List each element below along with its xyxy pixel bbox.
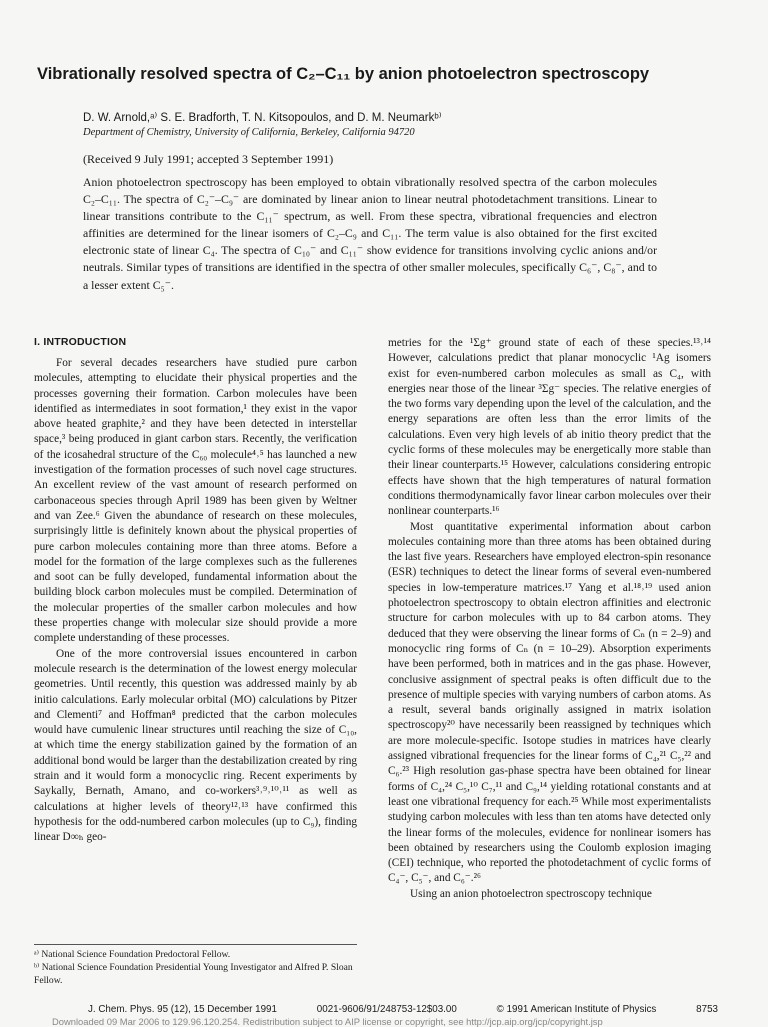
left-column [34,336,357,846]
download-notice: Downloaded 09 Mar 2006 to 129.96.120.254. Redistribution subject to AIP license or copyright, see http://jcp.aip.org/jcp/copyright.jsp [52,1016,603,1027]
page-number: 8753 [696,1004,718,1015]
author-list: D. W. Arnold,ᵃ⁾ S. E. Bradforth, T. N. Kitsopoulos, and D. M. Neumarkᵇ⁾ [83,112,442,124]
body-paragraph: For several decades researchers have studied pure carbon molecules, attempting to elucidate their physical properties and the processes governing their formation. Carbon molecules have been identified as intermediates in soot formation,¹ they exist in the vapor above heated graphite,² and they have been detected in interstellar space,³ being produced in giant carbon stars. Recently, the verification of the icosahedral structure of the C₆₀ molecule⁴˒⁵ has launched a new investigation of the formation processes of such novel cage structures. An excellent review of the vast amount of research performed on carbonaceous species through April 1989 has been given by Weltner and van Zee.⁶ Given the abundance of research on these molecules, surprisingly little is definitely known about the physical properties of pure carbon molecules containing more than three atoms. Before a model for the formation of the large complexes such as the fullerenes and soot can be fully developed, fundamental information about the building block carbon molecules must be compiled. Determination of the molecular properties of the smaller carbon molecules and how these properties change with molecular size should provide a more complete understanding of these processes. [34,357,357,645]
journal-citation: J. Chem. Phys. 95 (12), 15 December 1991 [88,1004,277,1015]
received-dates: (Received 9 July 1991; accepted 3 September 1991) [83,152,334,166]
body-paragraph: Most quantitative experimental information about carbon molecules containing more than three atoms has been obtained during the last five years. Researchers have employed electron-spin resonance (ESR) techniques to detect the linear forms of several even-numbered species in low-temperature matrices.¹⁷ Yang et al.¹⁸˒¹⁹ used anion photoelectron spectroscopy to obtain electron affinities and electronic structure for carbon molecules with up to 84 carbon atoms. They deduced that they were observing the linear forms of Cₙ (n = 2–9) and monocyclic ring forms of Cₙ (n = 10–29). Absorption experiments have been performed, both in matrices and in the gas phase. However, conclusive assignment of spectral peaks is often difficult due to the presence of multiple species with varying numbers of carbon atoms. As a result, several bands originally assigned in matrix isolation spectroscopy²⁰ have necessarily been reassigned by techniques which are more molecule-specific. Isotope studies in matrices have clearly assigned vibrational frequencies for the linear forms of C₄,²¹ C₅,²² and C₆.²³ High resolution gas-phase spectra have been obtained for linear forms of C₄,²⁴ C₅,¹⁰ C₇,¹¹ and C₉,¹⁴ yielding rotational constants and at least one vibrational frequency for each.²⁵ While most experimentalists studying carbon molecules with less than ten atoms have detected only the linear forms of the molecules, evidence for nonlinear isomers has been obtained by researchers using the Coulomb explosion imaging (CEI) technique, who reported the photodetachment of cyclic forms of C₄⁻, C₅⁻, and C₆⁻.²⁶ [388,520,711,885]
footnote: ᵇ⁾ National Science Foundation Presidential Young Investigator and Alfred P. Sloan Fellow. [34,962,353,986]
footnotes [34,944,357,987]
right-column [388,336,711,902]
abstract: Anion photoelectron spectroscopy has been employed to obtain vibrationally resolved spectra of the carbon molecules C₂–C₁₁. The spectra of C₂⁻–C₉⁻ are dominated by linear anion to linear neutral photodetachment transitions. Linear to linear transitions contribute to the C₁₁⁻ spectrum, as well. From these spectra, vibrational frequencies and electron affinities are determined for the linear isomers of C₂–C₉ and C₁₁. The term value is also obtained for the first excited electronic state of linear C₄. The spectra of C₁₀⁻ and C₁₁⁻ show evidence for transitions involving cyclic anions and/or neutrals. Similar types of transitions are identified in the spectra of other smaller molecules, specifically C₆⁻, C₈⁻, and to a lesser extent C₅⁻. [83,175,657,292]
article-title: Vibrationally resolved spectra of C₂–C₁₁ by anion photoelectron spectroscopy [37,65,650,83]
page-footer [88,1004,718,1015]
body-paragraph: metries for the ¹Σg⁺ ground state of each of these species.¹³˒¹⁴ However, calculations predict that planar monocyclic ¹Ag isomers exist for even-numbered carbon molecules as small as C₄, with energies near those of the linear ³Σg⁻ species. The relative energies of the two forms vary depending upon the level of the calculation, and the energy separations are often less than the error limits of the calculations. Even very high levels of ab initio theory predict that the cyclic forms of these molecules may be energetically more stable than their linear counterparts.¹⁵ However, calculations considering entropic effects have shown that the high temperatures of natural formation conditions thermodynamically favor linear carbon molecules over their nonlinear counterparts.¹⁶ [388,337,711,518]
affiliation: Department of Chemistry, University of California, Berkeley, California 94720 [83,127,415,138]
body-paragraph: One of the more controversial issues encountered in carbon molecule research is the determination of the lowest energy molecular geometries. Until recently, this question was addressed mainly by ab initio calculations. Early molecular orbital (MO) calculations by Pitzer and Clementi⁷ and Hoffman⁸ predicted that the carbon molecules would have cumulenic linear structures until reaching the size of C₁₀, at which time the energy stabilization gained by the formation of an additional bond would be larger than the destabilization created by ring strain and it would form a monocyclic ring. Recent experiments by Saykally, Bernath, Amano, and co-workers³˒⁹˒¹⁰˒¹¹ as well as calculations at higher levels of theory¹²˒¹³ have confirmed this hypothesis for the odd-numbered carbon molecules (up to C₉), finding linear D∞ₕ geo- [34,647,357,844]
section-heading: I. INTRODUCTION [34,336,127,348]
body-paragraph: Using an anion photoelectron spectroscopy technique [410,887,652,900]
copyright-notice: © 1991 American Institute of Physics [496,1004,657,1015]
footnote: ᵃ⁾ National Science Foundation Predoctoral Fellow. [34,949,231,960]
article-code: 0021-9606/91/248753-12$03.00 [316,1004,457,1015]
